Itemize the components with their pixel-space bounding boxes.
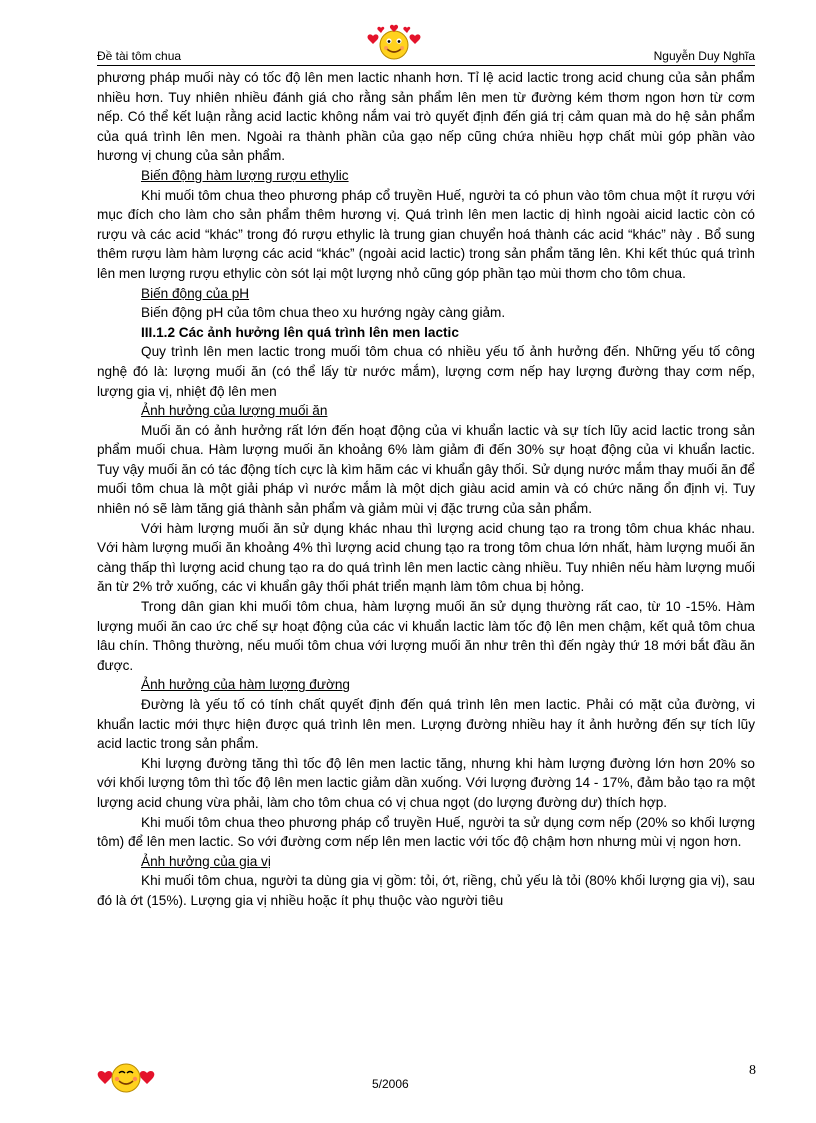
body-paragraph: Trong dân gian khi muối tôm chua, hàm lượng muối ăn sử dụng thường rất cao, từ 10 -15%. Hàm lượng muối ăn cao ức chế sự hoạt động của các vi khuẩn lactic làm tốc độ lên men chậm, kết quả tôm chua lâu chín. Thông thường, nếu muối tôm chua với lượng muối ăn như trên thì đến ngày thứ 18 mới bắt đầu ăn được. [97, 599, 755, 673]
body-paragraph: Với hàm lượng muối ăn sử dụng khác nhau thì lượng acid chung tạo ra trong tôm chua khác nhau. Với hàm lượng muối ăn khoảng 4% thì lượng acid chung tạo ra trong tôm chua lớn nhất, hàm lượng muối ăn càng thấp thì lượng acid chung tạo ra do quá trình lên men lactic càng nhiều. Tuy nhiên nếu hàm lượng muối ăn từ 2% trở xuống, các vi khuẩn gây thối phát triển mạnh làm tôm chua bị hỏng. [97, 520, 755, 595]
header-rule [97, 65, 755, 66]
subheading-sugar: Ảnh hưởng của hàm lượng đường [141, 677, 350, 693]
header-author: Nguyễn Duy Nghĩa [653, 49, 755, 63]
section-heading: III.1.2 Các ảnh hưởng lên quá trình lên men lactic [141, 324, 459, 340]
subheading-spices: Ảnh hưởng của gia vị [141, 853, 271, 869]
body-paragraph: Khi lượng đường tăng thì tốc độ lên men lactic tăng, nhưng khi hàm lượng đường lớn hơn 20% so với khối lượng tôm thì tốc độ lên men lactic giảm dần xuống. Với lượng đường 14 - 17%, đảm bảo tạo ra một lượng acid chung vừa phải, làm cho tôm chua có vị chua ngọt (do lượng đường dư) thích hợp. [97, 755, 755, 810]
footer-date: 5/2006 [372, 1077, 409, 1091]
body-paragraph: Biến động pH của tôm chua theo xu hướng ngày càng giảm. [141, 305, 506, 321]
smiley-hearts-footer-icon [97, 1057, 155, 1097]
subheading-ethanol: Biến động hàm lượng rượu ethylic [141, 167, 349, 183]
smiley-hearts-icon [363, 24, 425, 62]
subheading-ph: Biến động của pH [141, 285, 250, 301]
body-paragraph: Khi muối tôm chua theo phương pháp cổ truyền Huế, người ta có phun vào tôm chua một ít rượu với mục đích cho làm cho sản phẩm thêm hương vị. Quá trình lên men lactic dị hình ngoài aicid lactic còn có rượu và các acid “khác” trong đó rượu ethylic là trung gian chuyển hoá thành các acid “khác” này . Bổ sung thêm rượu làm hàm lượng các acid “khác” (ngoài acid lactic) trong sản phẩm tăng lên. Khi kết thúc quá trình lên men lượng rượu ethylic còn sót lại một lượng nhỏ cũng góp phần tạo mùi thơm cho tôm chua. [97, 187, 755, 281]
body-paragraph: Khi muối tôm chua theo phương pháp cổ truyền Huế, người ta sử dụng cơm nếp (20% so khối lượng tôm) để lên men lactic. So với đường cơm nếp lên men lactic với tốc độ chậm hơn nhưng mùi vị ngon hơn. [97, 814, 755, 850]
page-header [97, 47, 755, 67]
subheading-salt: Ảnh hưởng của lượng muối ăn [141, 403, 328, 419]
body-paragraph: phương pháp muối này có tốc độ lên men lactic nhanh hơn. Tỉ lệ acid lactic trong acid chung của sản phẩm nhiều hơn. Tuy nhiên nhiều đánh giá cho rằng sản phẩm lên men từ đường kém thơm ngon hơn từ cơm nếp. Có thể kết luận rằng acid lactic không nắm vai trò quyết định đến giá trị cảm quan mà do hệ sản phẩm của quá trình lên men. Ngoài ra thành phần của gạo nếp cũng chứa nhiều hợp chất mùi góp phần vào hương vị chung của sản phẩm. [97, 70, 755, 164]
body-paragraph: Muối ăn có ảnh hưởng rất lớn đến hoạt động của vi khuẩn lactic và sự tích lũy acid lactic trong sản phẩm muối chua. Hàm lượng muối ăn khoảng 6% làm giảm đi đến 30% sự hoạt động của vi khuẩn lactic. Tuy vậy muối ăn có tác động tích cực là kìm hãm các vi khuẩn gây thối. Sử dụng nước mắm thay muối ăn để muối tôm chua là một giải pháp vì nước mắm là một dịch giàu acid amin và có chức năng ổn định vị. Tuy nhiên nó sẽ làm tăng giá thành sản phẩm và giảm mùi vị đặc trưng của sản phẩm. [97, 422, 755, 517]
body-paragraph: Quy trình lên men lactic trong muối tôm chua có nhiều yếu tố ảnh hưởng đến. Những yếu tố công nghệ đó là: lượng muối ăn (có thể lấy từ nước mắm), lượng cơm nếp hay lượng đường thay cơm nếp, lượng gia vị, nhiệt độ lên men [97, 344, 755, 399]
document-body [97, 68, 755, 911]
page-number: 8 [749, 1063, 756, 1078]
header-title: Đề tài tôm chua [97, 49, 182, 63]
body-paragraph: Khi muối tôm chua, người ta dùng gia vị gồm: tỏi, ớt, riềng, chủ yếu là tỏi (80% khối lượng gia vị), sau đó là ớt (15%). Lượng gia vị nhiều hoặc ít phụ thuộc vào người tiêu [97, 873, 755, 908]
body-paragraph: Đường là yếu tố có tính chất quyết định đến quá trình lên men lactic. Phải có mặt của đường, vi khuẩn lactic mới thực hiện được quá trình lên men. Lượng đường nhiều hay ít ảnh hưởng đến sự tích lũy acid lactic trong sản phẩm. [97, 697, 755, 752]
